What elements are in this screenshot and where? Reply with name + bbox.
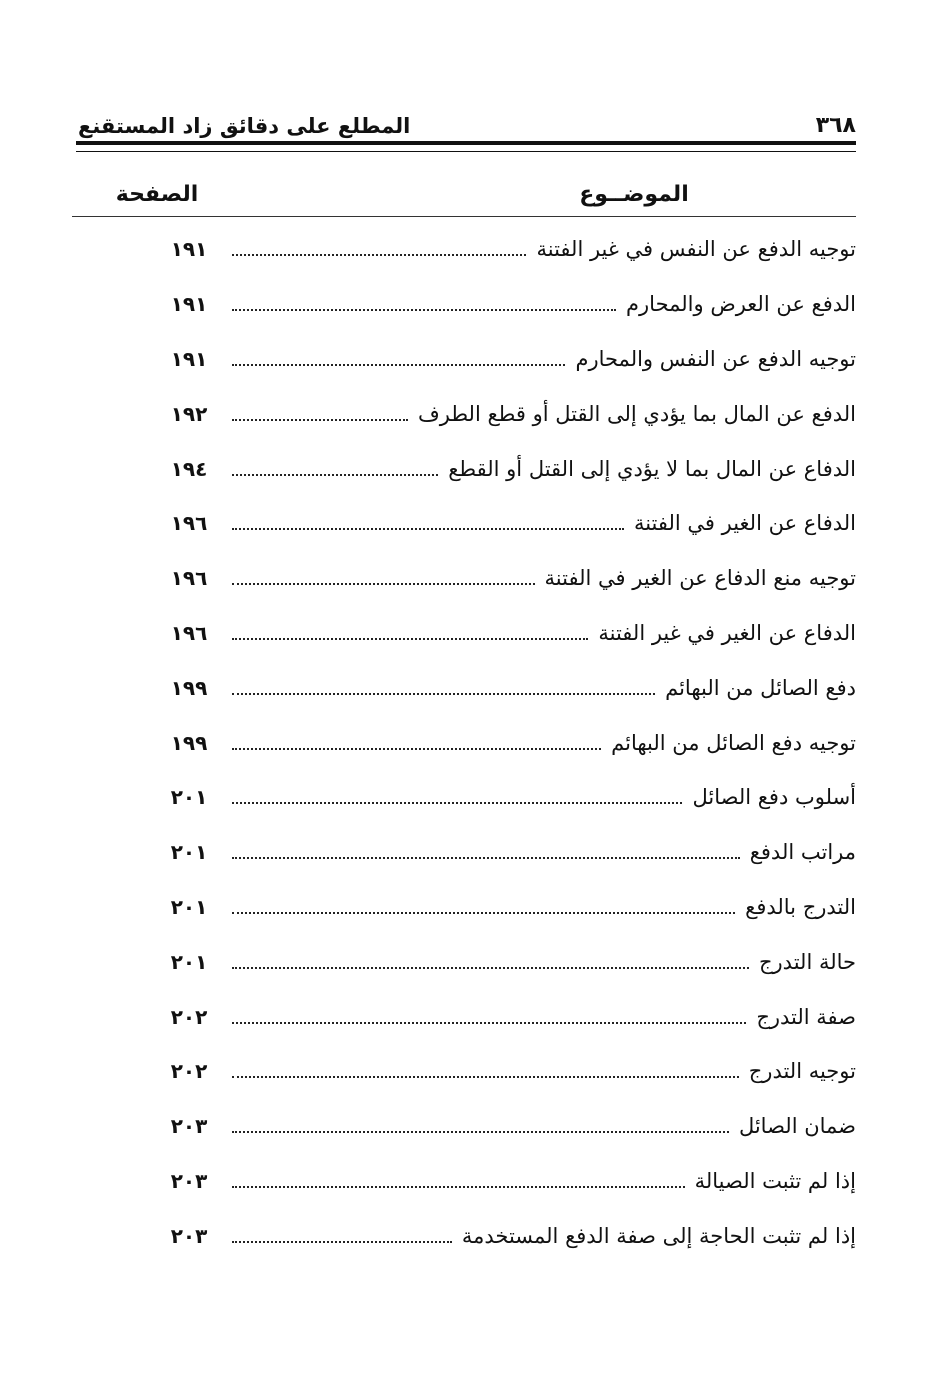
toc-entry-page: ٢٠٢ [170,1004,208,1029]
toc-entry-page: ٢٠١ [170,785,208,810]
toc-entry [150,989,856,1044]
toc-entry [150,1099,856,1154]
toc-entry [150,332,856,387]
toc-entry-title: الدفع عن العرض والمحارم [626,292,856,317]
running-header [78,98,856,138]
toc-entry [150,770,856,825]
toc-entry [150,1044,856,1099]
toc-entry-title: الدفع عن المال بما يؤدي إلى القتل أو قطع الطرف [417,401,856,426]
toc-entry-title: دفع الصائل من البهائم [665,675,856,700]
toc-entry-title: الدفاع عن الغير في الفتنة [633,511,856,536]
dot-leader [232,474,438,476]
toc-entry [150,496,856,551]
toc-entry [150,606,856,661]
toc-entry [150,1208,856,1263]
toc-entry-title: أسلوب دفع الصائل [692,785,856,810]
toc-entry-page: ٢٠٣ [170,1114,208,1139]
book-title: المطلع على دقائق زاد المستقنع [78,114,411,138]
toc-entry-page: ١٩٤ [170,456,208,481]
page-number: ٣٦٨ [815,113,856,138]
toc-entry-title: صفة التدرج [756,1004,856,1029]
toc-entry [150,277,856,332]
dot-leader [232,857,740,859]
toc-entry-page: ٢٠٢ [170,1059,208,1084]
toc-entry-page: ١٩٢ [170,401,208,426]
toc-entry-title: إذا لم تثبت الصيالة [694,1168,856,1193]
toc-entry-page: ٢٠١ [170,894,208,919]
column-header-rule [72,216,856,217]
dot-leader [232,638,588,640]
dot-leader [232,1076,739,1078]
toc-entry-title: مراتب الدفع [749,840,856,865]
toc-entry-title: توجيه الدفع عن النفس والمحارم [575,346,856,371]
toc-entry-page: ١٩٦ [170,620,208,645]
toc-entry [150,551,856,606]
dot-leader [232,748,601,750]
toc-column-headers [72,172,856,216]
header-rule-thick [76,141,856,145]
toc-entry-page: ٢٠٣ [170,1168,208,1193]
toc-entry-page: ١٩٦ [170,566,208,591]
toc-entry [150,386,856,441]
dot-leader [232,419,408,421]
toc-entry [150,660,856,715]
toc-entry [150,222,856,277]
column-header-page: الصفحة [115,181,199,207]
dot-leader [232,1186,685,1188]
table-of-contents [150,222,856,1263]
dot-leader [232,1022,746,1024]
toc-entry [150,825,856,880]
toc-entry-page: ١٩١ [170,237,208,262]
toc-entry-title: إذا لم تثبت الحاجة إلى صفة الدفع المستخدمة [461,1223,856,1248]
toc-entry-title: توجيه دفع الصائل من البهائم [611,730,856,755]
column-header-topic: الموضــوع [579,181,689,207]
dot-leader [232,583,535,585]
toc-entry-title: الدفاع عن المال بما لا يؤدي إلى القتل أو القطع [448,456,856,481]
toc-entry-title: توجيه الدفع عن النفس في غير الفتنة [536,237,856,262]
dot-leader [232,1241,452,1243]
toc-entry-title: التدرج بالدفع [745,894,856,919]
toc-entry-title: ضمان الصائل [738,1114,856,1139]
toc-entry-title: توجيه التدرج [748,1059,856,1084]
toc-entry-page: ١٩٦ [170,511,208,536]
toc-entry-page: ٢٠١ [170,949,208,974]
toc-entry [150,715,856,770]
header-rule-thin [76,151,856,152]
toc-entry-title: حالة التدرج [758,949,856,974]
toc-entry-page: ٢٠١ [170,840,208,865]
dot-leader [232,912,735,914]
toc-entry-page: ٢٠٣ [170,1223,208,1248]
dot-leader [232,1131,729,1133]
dot-leader [232,254,526,256]
dot-leader [232,364,565,366]
toc-entry [150,441,856,496]
dot-leader [232,967,749,969]
dot-leader [232,693,655,695]
toc-entry-title: الدفاع عن الغير في غير الفتنة [598,620,856,645]
dot-leader [232,528,624,530]
toc-entry-page: ١٩١ [170,346,208,371]
toc-entry-page: ١٩٩ [170,675,208,700]
toc-entry-title: توجيه منع الدفاع عن الغير في الفتنة [544,566,856,591]
toc-entry [150,934,856,989]
toc-entry [150,1154,856,1209]
toc-entry-page: ١٩١ [170,292,208,317]
toc-entry-page: ١٩٩ [170,730,208,755]
dot-leader [232,309,616,311]
toc-entry [150,880,856,935]
dot-leader [232,802,682,804]
